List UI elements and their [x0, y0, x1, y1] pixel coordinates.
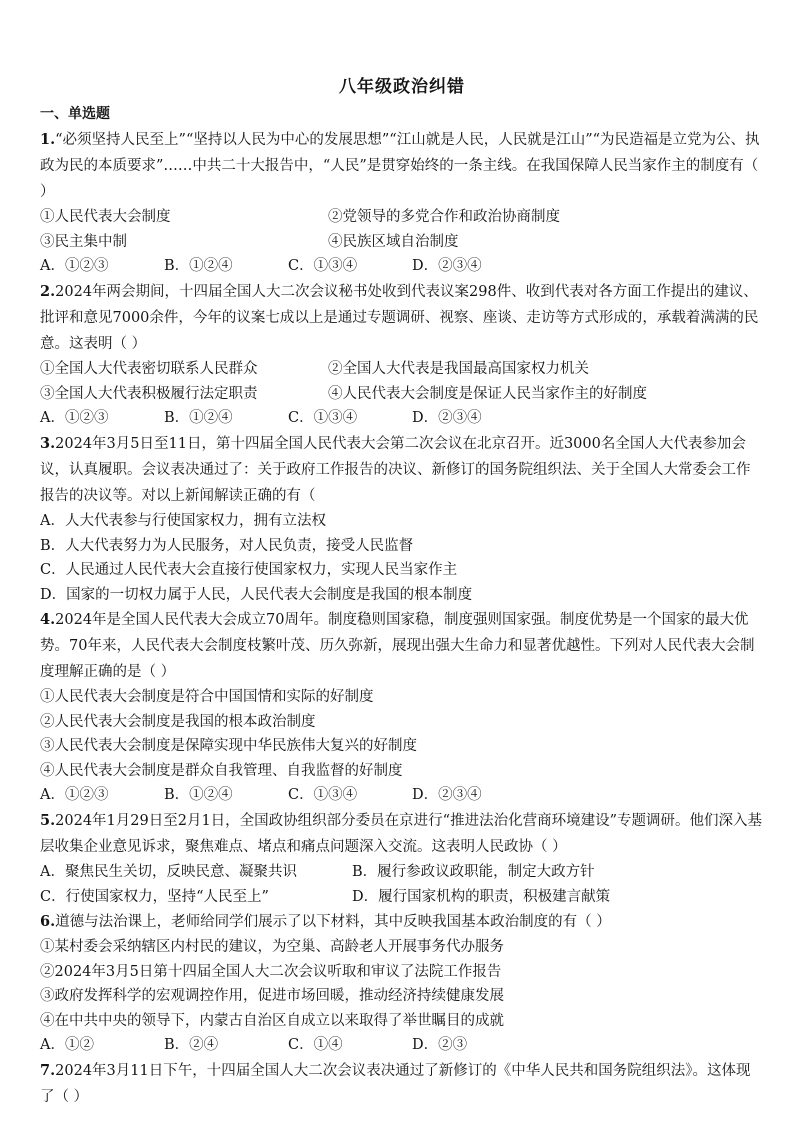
choice-c: C．人民通过人民代表大会直接行使国家权力，实现人民当家作主 [40, 562, 458, 578]
choice-a: A．①② [40, 1037, 94, 1053]
question-7 [40, 1058, 764, 1110]
choice-c: C．行使国家权力，坚持“人民至上” [40, 888, 269, 905]
choice-a: A．①②③ [40, 787, 109, 803]
option-item: ②人民代表大会制度是我国的根本政治制度 [40, 713, 316, 730]
choice-c: C．①③④ [288, 410, 358, 426]
question-text [40, 431, 764, 509]
question-text [40, 279, 764, 357]
option-list [40, 357, 764, 406]
option-item: ①全国人大代表密切联系人民群众 [40, 361, 258, 377]
question-number: 5. [40, 812, 56, 829]
question-2 [40, 279, 764, 431]
option-item: ①人民代表大会制度是符合中国国情和实际的好制度 [40, 689, 374, 705]
option-item: ③人民代表大会制度是保障实现中华民族伟大复兴的好制度 [40, 738, 417, 754]
question-number: 2. [40, 283, 56, 300]
question-1 [40, 127, 764, 279]
choice-a: A．聚焦民生关切，反映民意、凝聚共识 [40, 864, 297, 880]
question-stem: 2024年是全国人民代表大会成立70周年。制度稳则国家稳，制度强则国家强。制度优势是一个国家的最大优势。70年来，人民代表大会制度枝繁叶茂、历久弥新，展现出强大生命力和显著优越性。下列对人民代表大会制度理解正确的是（ ） [40, 612, 755, 680]
choice-c: C．①④ [288, 1037, 343, 1053]
choice-b: B．人大代表努力为人民服务，对人民负责，接受人民监督 [40, 537, 414, 554]
option-list [40, 205, 764, 254]
question-text [40, 607, 764, 685]
answer-choices [40, 783, 764, 808]
question-6 [40, 909, 764, 1058]
question-number: 6. [40, 913, 56, 930]
option-item: ②全国人大代表是我国最高国家权力机关 [328, 361, 589, 377]
answer-choices [40, 1033, 764, 1058]
option-item: ④在中共中央的领导下，内蒙古自治区自成立以来取得了举世瞩目的成就 [40, 1012, 504, 1029]
choice-b: B．②④ [164, 1037, 219, 1053]
question-text [40, 808, 764, 860]
question-stem: 2024年两会期间，十四届全国人大二次会议秘书处收到代表议案298件、收到代表对各方面工作提出的建议、批评和意见7000余件，今年的议案七成以上是通过专题调研、视察、座谈、走访等方式形成的，承载着满满的民意。这表明（ ） [40, 284, 759, 352]
choice-d: D．②③④ [412, 410, 482, 426]
choice-d: D．国家的一切权力属于人民，人民代表大会制度是我国的根本制度 [40, 586, 473, 603]
choice-a: A．①②③ [40, 258, 109, 274]
choice-c: C．①③④ [288, 787, 358, 803]
choice-b: B．①②④ [164, 258, 233, 274]
answer-choices [40, 406, 764, 431]
option-item: ④人民代表大会制度是保证人民当家作主的好制度 [328, 385, 647, 402]
option-item: ④人民代表大会制度是群众自我管理、自我监督的好制度 [40, 762, 403, 779]
option-item: ④民族区域自治制度 [328, 233, 459, 250]
option-item: ③民主集中制 [40, 233, 127, 250]
question-stem: 道德与法治课上，老师给同学们展示了以下材料，其中反映我国基本政治制度的有（ ） [55, 914, 611, 930]
question-4 [40, 607, 764, 808]
choice-d: D．②③④ [412, 258, 482, 274]
option-item: ①人民代表大会制度 [40, 209, 171, 225]
question-stem: 2024年3月11日下午，十四届全国人大二次会议表决通过了新修订的《中华人民共和国务院组织法》。这体现了（ ） [40, 1063, 751, 1105]
choice-b: B．履行参政议政职能，制定大政方针 [352, 864, 595, 880]
question-5 [40, 808, 764, 909]
question-stem: “必须坚持人民至上”“坚持以人民为中心的发展思想”“江山就是人民，人民就是江山”“为民造福是立党为公、执政为民的本质要求”……中共二十大报告中，“人民”是贯穿始终的一条主线。在我国保障人民当家作主的制度有（ ） [40, 132, 760, 200]
question-text [40, 1058, 764, 1110]
question-number: 7. [40, 1062, 56, 1079]
question-text [40, 127, 764, 205]
answer-choices [40, 254, 764, 279]
choice-a: A．人大代表参与行使国家权力，拥有立法权 [40, 513, 326, 529]
option-item: ②党领导的多党合作和政治协商制度 [328, 209, 560, 225]
option-item: ①某村委会采纳辖区内村民的建议，为空巢、高龄老人开展事务代办服务 [40, 939, 504, 955]
question-3 [40, 431, 764, 607]
question-stem: 2024年3月5日至11日，第十四届全国人民代表大会第二次会议在北京召开。近3000名全国人大代表参加会议，认真履职。会议表决通过了：关于政府工作报告的决议、新修订的国务院组织法、关于全国人大常委会工作报告的决议等。对以上新闻解读正确的有（ [40, 436, 751, 504]
question-text [40, 909, 764, 935]
choice-d: D．②③④ [412, 787, 482, 803]
choice-d: D．②③ [412, 1037, 468, 1053]
section-heading: 一、单选题 [40, 106, 110, 122]
option-item: ③全国人大代表积极履行法定职责 [40, 385, 258, 402]
question-number: 1. [40, 131, 56, 148]
choice-c: C．①③④ [288, 258, 358, 274]
answer-choices [40, 860, 764, 909]
question-stem: 2024年1月29日至2月1日，全国政协组织部分委员在京进行“推进法治化营商环境建设”专题调研。他们深入基层收集企业意见诉求，聚焦难点、堵点和痛点问题深入交流。这表明人民政协（ ） [40, 813, 762, 855]
option-item: ②2024年3月5日第十四届全国人大二次会议听取和审议了法院工作报告 [40, 963, 502, 980]
option-item: ③政府发挥科学的宏观调控作用，促进市场回暖，推动经济持续健康发展 [40, 988, 504, 1004]
question-number: 4. [40, 611, 56, 628]
question-number: 3. [40, 435, 56, 452]
choice-b: B．①②④ [164, 410, 233, 426]
choice-b: B．①②④ [164, 787, 233, 803]
choice-a: A．①②③ [40, 410, 109, 426]
page-title: 八年级政治纠错 [339, 77, 465, 97]
choice-d: D．履行国家机构的职责，积极建言献策 [352, 888, 611, 905]
